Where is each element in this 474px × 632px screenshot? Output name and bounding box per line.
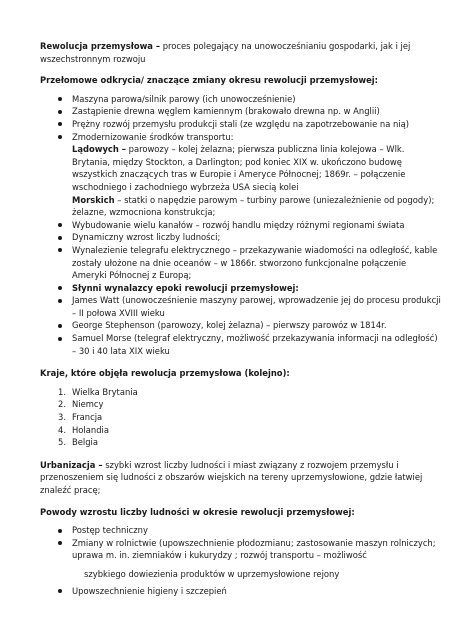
country-label: Niemcy <box>72 399 104 410</box>
list-number: 1. <box>58 386 66 397</box>
list-item <box>40 411 442 424</box>
list-item: Zastąpienie drewna węglem kamiennym (brakowało drewna np. w Anglii) <box>40 105 442 118</box>
list-number: 3. <box>58 412 66 423</box>
list-item: Samuel Morse (telegraf elektryczny, możliwość przekazywania informacji na odległość) – 30 i 40 lata XIX wieku <box>40 332 442 357</box>
list-item: Słynni wynalazcy epoki rewolucji przemysłowej: <box>40 282 442 295</box>
list-item <box>40 436 442 449</box>
countries-list <box>40 386 442 449</box>
transport-land-label: Lądowych – <box>72 144 126 155</box>
discoveries-heading: Przełomowe odkrycia/ znaczące zmiany okresu rewolucji przemysłowej: <box>40 75 378 86</box>
list-number: 4. <box>58 424 66 435</box>
list-item: Zmiany w rolnictwie (upowszechnienie płodozmianu; zastosowanie maszyn rolniczych; uprawa m. in. ziemniaków i kukurydzy ; rozwój transportu – możliwość <box>40 537 442 562</box>
population-continuation: szybkiego dowiezienia produktów w uprzemysłowione rejony <box>84 568 340 579</box>
list-item: Maszyna parowa/silnik parowy (ich unowocześnienie) <box>40 93 442 106</box>
population-list-continued <box>40 585 442 598</box>
country-label: Wielka Brytania <box>72 386 138 397</box>
discoveries-list <box>40 93 442 357</box>
countries-heading: Kraje, które objęła rewolucja przemysłowa (kolejno): <box>40 368 290 379</box>
list-item: James Watt (unowocześnienie maszyny parowej, wprowadzenie jej do procesu produkcji – II połowa XVIII wieku <box>40 294 442 319</box>
country-label: Holandia <box>72 424 109 435</box>
transport-sea-label: Morskich <box>72 194 115 205</box>
urbanization-term: Urbanizacja – <box>40 459 103 470</box>
country-label: Belgia <box>72 437 99 448</box>
list-item: Prężny rozwój przemysłu produkcji stali (ze względu na zapotrzebowanie na nią) <box>40 118 442 131</box>
transport-intro: Zmodernizowanie środków transportu: <box>72 131 234 142</box>
list-item <box>40 386 442 399</box>
list-number: 5. <box>58 437 66 448</box>
list-item <box>40 131 442 219</box>
country-label: Francja <box>72 412 103 423</box>
list-item: Upowszechnienie higieny i szczepień <box>40 585 442 598</box>
transport-sea-text: – statki o napędzie parowym – turbiny parowe (uniezależnienie od pogody); żelazne, wzmocniona konstrukcja; <box>72 194 435 218</box>
list-item <box>40 424 442 437</box>
transport-land-text: parowozy – kolej żelazna; pierwsza publiczna linia kolejowa – Wlk. Brytania, między Stockton, a Darlington; pod koniec XIX w. ukończono budowę wszystkich znaczących tras w Europie i Ameryce Północnej; 1869r. – połączenie wschodniego i zachodniego wybrzeża USA siecią kolei <box>72 144 406 192</box>
intro-definition: proces polegający na unowocześnianiu gospodarki, jak i jej wszechstronnym rozwoju <box>40 41 411 64</box>
list-item: Postęp techniczny <box>40 524 442 537</box>
list-item <box>40 398 442 411</box>
intro-paragraph <box>40 40 442 65</box>
list-number: 2. <box>58 399 66 410</box>
population-list <box>40 524 442 562</box>
list-item: Wynalezienie telegrafu elektrycznego – przekazywanie wiadomości na odległość, kable zostały ułożone na dnie oceanów – w 1866r. stworzono funkcjonalne połączenie Ameryki Północnej z Europą; <box>40 244 442 282</box>
list-item: George Stephenson (parowozy, kolej żelazna) – pierwszy parowóz w 1814r. <box>40 319 442 332</box>
transport-land <box>72 143 442 193</box>
urbanization-definition: szybki wzrost liczby ludności i miast związany z rozwojem przemysłu i przenoszeniem się ludności z obszarów wiejskich na tereny uprzemysłowione, gdzie łatwiej znaleźć pracę; <box>40 459 423 495</box>
population-heading: Powody wzrostu liczby ludności w okresie rewolucji przemysłowej: <box>40 506 355 517</box>
list-item: Wybudowanie wielu kanałów – rozwój handlu między różnymi regionami świata <box>40 219 442 232</box>
transport-sea <box>72 194 442 219</box>
urbanization-paragraph <box>40 459 442 497</box>
intro-term: Rewolucja przemysłowa – <box>40 41 161 51</box>
list-item: Dynamiczny wzrost liczby ludności; <box>40 231 442 244</box>
